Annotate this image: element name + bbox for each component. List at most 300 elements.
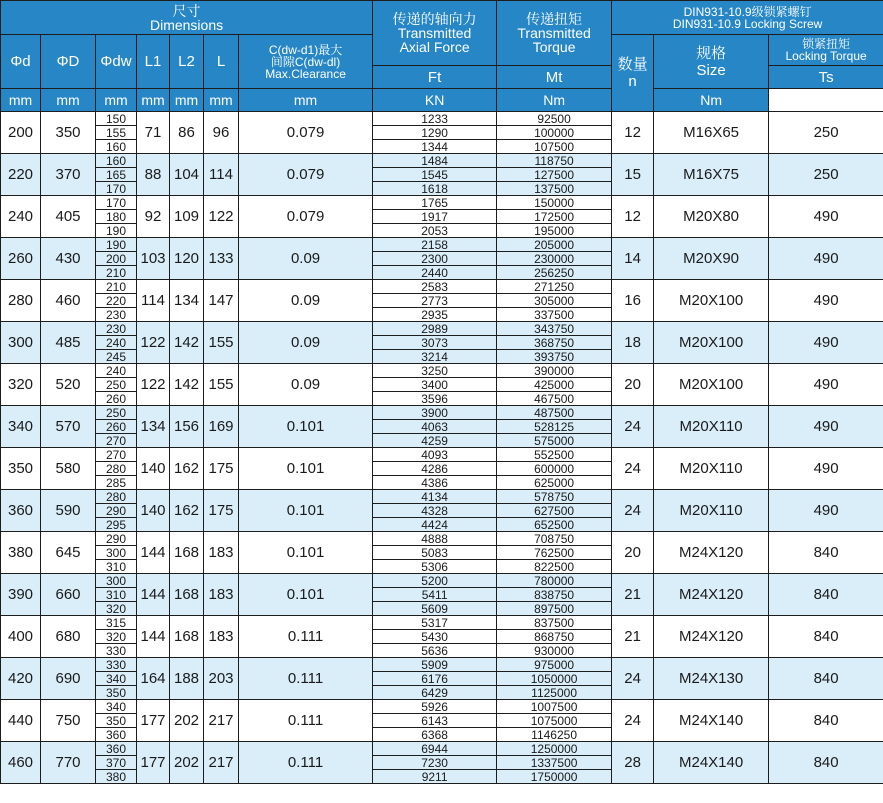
cell-D: 750 xyxy=(41,700,96,742)
cell-size: M24X130 xyxy=(654,658,769,700)
cell-mt xyxy=(497,532,612,574)
cell-L1: 144 xyxy=(137,532,170,574)
cell-ts: 490 xyxy=(769,490,883,532)
cell-ft-value: 5083 xyxy=(373,546,496,560)
cell-dw-value: 245 xyxy=(105,349,127,364)
col-L2-header: L2 xyxy=(170,35,204,89)
cell-size: M24X140 xyxy=(654,700,769,742)
cell-L: 133 xyxy=(204,238,239,280)
cell-dw xyxy=(96,742,137,784)
cell-L: 122 xyxy=(204,196,239,238)
unit-cell: Nm xyxy=(654,89,769,112)
cell-L1: 177 xyxy=(137,700,170,742)
cell-dw xyxy=(96,700,137,742)
cell-ts: 490 xyxy=(769,364,883,406)
cell-size: M24X140 xyxy=(654,742,769,784)
cell-qty: 15 xyxy=(612,154,654,196)
cell-d: 350 xyxy=(1,448,41,490)
cell-mt xyxy=(497,196,612,238)
units-row xyxy=(1,89,883,112)
cell-D: 680 xyxy=(41,616,96,658)
cell-ts: 490 xyxy=(769,406,883,448)
table-row xyxy=(1,364,883,406)
cell-mt-value: 205000 xyxy=(497,238,611,252)
cell-ts: 840 xyxy=(769,742,883,784)
cell-size: M16X65 xyxy=(654,112,769,154)
cell-L: 114 xyxy=(204,154,239,196)
cell-ft xyxy=(373,658,497,700)
cell-dw xyxy=(96,490,137,532)
cell-size: M20X100 xyxy=(654,280,769,322)
din-screw-header: DIN931-10.9级锁紧螺钉 DIN931-10.9 Locking Screw xyxy=(612,1,883,35)
cell-ft-value: 4286 xyxy=(373,462,496,476)
cell-mt xyxy=(497,574,612,616)
table-row xyxy=(1,490,883,532)
cell-dw-value: 330 xyxy=(105,643,127,658)
cell-ts: 840 xyxy=(769,658,883,700)
cell-ts: 490 xyxy=(769,448,883,490)
cell-d: 320 xyxy=(1,364,41,406)
cell-d: 460 xyxy=(1,742,41,784)
cell-L1: 144 xyxy=(137,574,170,616)
cell-dw xyxy=(96,448,137,490)
cell-ft-value: 2440 xyxy=(421,265,448,280)
table-row xyxy=(1,616,883,658)
cell-L2: 168 xyxy=(170,616,204,658)
cell-ts: 490 xyxy=(769,196,883,238)
cell-mt-value: 1146250 xyxy=(531,727,577,742)
cell-clearance: 0.111 xyxy=(239,700,373,742)
cell-mt-value: 1750000 xyxy=(530,769,578,784)
cell-mt-value: 708750 xyxy=(497,532,611,546)
table-body xyxy=(1,112,883,784)
cell-mt-value: 368750 xyxy=(497,336,611,350)
table-row xyxy=(1,742,883,784)
table-row xyxy=(1,532,883,574)
cell-mt-value: 627500 xyxy=(497,504,611,518)
cell-dw xyxy=(96,574,137,616)
cell-d: 300 xyxy=(1,322,41,364)
cell-ft-value: 3250 xyxy=(373,364,496,378)
cell-ft xyxy=(373,448,497,490)
cell-ft-value: 5926 xyxy=(373,700,496,714)
cell-dw-value: 270 xyxy=(105,433,127,448)
cell-dw-value: 220 xyxy=(96,294,136,308)
cell-size: M16X75 xyxy=(654,154,769,196)
cell-ft-value: 3400 xyxy=(373,378,496,392)
cell-ts: 490 xyxy=(769,280,883,322)
unit-cell: mm xyxy=(96,89,137,112)
cell-L: 96 xyxy=(204,112,239,154)
cell-mt-value: 172500 xyxy=(497,210,611,224)
cell-mt-value: 1050000 xyxy=(497,672,611,686)
cell-size: M24X120 xyxy=(654,532,769,574)
cell-ft-value: 5609 xyxy=(421,601,448,616)
col-L-header: L xyxy=(204,35,239,89)
cell-qty: 14 xyxy=(612,238,654,280)
cell-dw xyxy=(96,616,137,658)
cell-size: M20X100 xyxy=(654,364,769,406)
cell-D: 570 xyxy=(41,406,96,448)
table-row xyxy=(1,280,883,322)
cell-mt-value: 150000 xyxy=(497,196,611,210)
cell-dw-value: 260 xyxy=(105,391,127,406)
table-row xyxy=(1,406,883,448)
dimensions-header: 尺寸 Dimensions xyxy=(1,1,373,35)
cell-ts: 490 xyxy=(769,238,883,280)
cell-ft-value: 2158 xyxy=(373,238,496,252)
ft-header: Ft xyxy=(373,66,497,89)
cell-ft-value: 5306 xyxy=(421,559,448,574)
cell-ft-value: 1290 xyxy=(373,126,496,140)
cell-ft-value: 2935 xyxy=(421,307,448,322)
cell-mt-value: 578750 xyxy=(497,490,611,504)
cell-dw-value: 285 xyxy=(105,475,127,490)
cell-ft xyxy=(373,196,497,238)
cell-L: 183 xyxy=(204,616,239,658)
cell-size: M24X120 xyxy=(654,574,769,616)
cell-ft-value: 3073 xyxy=(373,336,496,350)
col-d-header: Φd xyxy=(1,35,41,89)
cell-mt-value: 868750 xyxy=(497,630,611,644)
cell-mt-value: 652500 xyxy=(534,517,575,532)
cell-mt xyxy=(497,406,612,448)
ts-header: Ts xyxy=(769,66,883,89)
cell-size: M20X110 xyxy=(654,406,769,448)
cell-dw-value: 350 xyxy=(105,685,127,700)
cell-d: 390 xyxy=(1,574,41,616)
cell-clearance: 0.079 xyxy=(239,154,373,196)
cell-clearance: 0.111 xyxy=(239,616,373,658)
cell-L1: 140 xyxy=(137,490,170,532)
cell-ft-value: 5411 xyxy=(373,588,496,602)
cell-qty: 12 xyxy=(612,112,654,154)
col-D-header: ΦD xyxy=(41,35,96,89)
cell-mt-value: 118750 xyxy=(497,154,611,168)
table-row xyxy=(1,154,883,196)
cell-dw xyxy=(96,406,137,448)
cell-ft-value: 3596 xyxy=(421,391,448,406)
cell-ft-value: 3900 xyxy=(373,406,496,420)
cell-clearance: 0.09 xyxy=(239,280,373,322)
axial-force-header: 传递的轴向力 Transmitted Axial Force xyxy=(373,1,497,66)
cell-mt-value: 487500 xyxy=(497,406,611,420)
cell-L: 147 xyxy=(204,280,239,322)
cell-clearance: 0.101 xyxy=(239,574,373,616)
cell-ft xyxy=(373,406,497,448)
cell-mt-value: 305000 xyxy=(497,294,611,308)
unit-cell: mm xyxy=(204,89,239,112)
cell-qty: 20 xyxy=(612,532,654,574)
cell-qty: 16 xyxy=(612,280,654,322)
cell-size: M20X110 xyxy=(654,490,769,532)
cell-dw-value: 210 xyxy=(105,265,127,280)
cell-D: 460 xyxy=(41,280,96,322)
cell-ft-value: 2583 xyxy=(373,280,496,294)
cell-dw xyxy=(96,238,137,280)
cell-L1: 88 xyxy=(137,154,170,196)
cell-mt xyxy=(497,238,612,280)
cell-L2: 120 xyxy=(170,238,204,280)
cell-L2: 168 xyxy=(170,574,204,616)
cell-ft-value: 2053 xyxy=(421,223,448,238)
cell-ft-value: 6143 xyxy=(373,714,496,728)
cell-dw-value: 280 xyxy=(96,462,136,476)
cell-qty: 24 xyxy=(612,448,654,490)
cell-d: 400 xyxy=(1,616,41,658)
cell-mt-value: 897500 xyxy=(534,601,575,616)
cell-clearance: 0.101 xyxy=(239,406,373,448)
cell-mt-value: 393750 xyxy=(534,349,575,364)
cell-ft xyxy=(373,364,497,406)
cell-L1: 114 xyxy=(137,280,170,322)
cell-L1: 92 xyxy=(137,196,170,238)
cell-ft-value: 1765 xyxy=(373,196,496,210)
cell-ft-value: 5909 xyxy=(373,658,496,672)
cell-mt-value: 390000 xyxy=(497,364,611,378)
locking-torque-header: 锁紧扭矩 Locking Torque xyxy=(769,35,883,66)
cell-clearance: 0.101 xyxy=(239,448,373,490)
cell-d: 200 xyxy=(1,112,41,154)
cell-L: 217 xyxy=(204,700,239,742)
cell-D: 645 xyxy=(41,532,96,574)
cell-L2: 142 xyxy=(170,364,204,406)
cell-d: 340 xyxy=(1,406,41,448)
unit-cell: mm xyxy=(170,89,204,112)
cell-L: 203 xyxy=(204,658,239,700)
cell-dw-value: 160 xyxy=(96,154,136,168)
table-row xyxy=(1,574,883,616)
cell-ft-value: 1344 xyxy=(421,139,448,154)
cell-mt-value: 528125 xyxy=(497,420,611,434)
cell-L2: 134 xyxy=(170,280,204,322)
cell-dw-value: 315 xyxy=(96,616,136,630)
cell-mt-value: 600000 xyxy=(497,462,611,476)
cell-ft xyxy=(373,322,497,364)
cell-D: 770 xyxy=(41,742,96,784)
cell-ft-value: 5430 xyxy=(373,630,496,644)
cell-D: 690 xyxy=(41,658,96,700)
cell-L2: 86 xyxy=(170,112,204,154)
cell-dw xyxy=(96,196,137,238)
cell-d: 440 xyxy=(1,700,41,742)
cell-dw-value: 360 xyxy=(96,742,136,756)
unit-cell: mm xyxy=(137,89,170,112)
cell-clearance: 0.09 xyxy=(239,238,373,280)
table-row xyxy=(1,700,883,742)
cell-L2: 162 xyxy=(170,490,204,532)
cell-dw-value: 260 xyxy=(96,420,136,434)
cell-ft xyxy=(373,700,497,742)
cell-mt-value: 762500 xyxy=(497,546,611,560)
cell-ft-value: 4063 xyxy=(373,420,496,434)
cell-L: 175 xyxy=(204,490,239,532)
cell-mt-value: 343750 xyxy=(497,322,611,336)
cell-d: 420 xyxy=(1,658,41,700)
cell-dw-value: 190 xyxy=(105,223,127,238)
cell-ft xyxy=(373,616,497,658)
table-row xyxy=(1,322,883,364)
cell-ft-value: 6176 xyxy=(373,672,496,686)
cell-ft-value: 2773 xyxy=(373,294,496,308)
cell-mt-value: 837500 xyxy=(497,616,611,630)
cell-mt-value: 467500 xyxy=(534,391,575,406)
cell-ft-value: 6429 xyxy=(421,685,448,700)
cell-dw-value: 230 xyxy=(105,307,127,322)
cell-qty: 21 xyxy=(612,574,654,616)
cell-ft-value: 2300 xyxy=(373,252,496,266)
cell-dw-value: 280 xyxy=(96,490,136,504)
cell-ft-value: 6944 xyxy=(373,742,496,756)
table-row xyxy=(1,112,883,154)
cell-L1: 122 xyxy=(137,322,170,364)
cell-dw-value: 290 xyxy=(96,532,136,546)
cell-mt xyxy=(497,364,612,406)
qty-header: 数量 n xyxy=(612,35,654,112)
cell-ts: 490 xyxy=(769,322,883,364)
cell-mt-value: 127500 xyxy=(497,168,611,182)
cell-mt-value: 337500 xyxy=(534,307,575,322)
cell-L1: 122 xyxy=(137,364,170,406)
cell-L2: 162 xyxy=(170,448,204,490)
cell-dw-value: 200 xyxy=(96,252,136,266)
cell-L2: 168 xyxy=(170,532,204,574)
cell-dw-value: 330 xyxy=(96,658,136,672)
cell-mt-value: 575000 xyxy=(534,433,575,448)
cell-clearance: 0.09 xyxy=(239,364,373,406)
cell-dw-value: 240 xyxy=(96,364,136,378)
cell-ts: 840 xyxy=(769,574,883,616)
cell-dw xyxy=(96,280,137,322)
cell-L2: 188 xyxy=(170,658,204,700)
cell-dw-value: 370 xyxy=(96,756,136,770)
cell-dw-value: 170 xyxy=(105,181,127,196)
cell-ft-value: 4259 xyxy=(421,433,448,448)
cell-ft xyxy=(373,112,497,154)
cell-d: 260 xyxy=(1,238,41,280)
cell-L2: 109 xyxy=(170,196,204,238)
cell-ts: 250 xyxy=(769,154,883,196)
cell-ft-value: 4328 xyxy=(373,504,496,518)
cell-clearance: 0.111 xyxy=(239,658,373,700)
cell-mt-value: 1250000 xyxy=(497,742,611,756)
cell-dw-value: 230 xyxy=(96,322,136,336)
cell-ft xyxy=(373,742,497,784)
col-L1-header: L1 xyxy=(137,35,170,89)
cell-mt-value: 822500 xyxy=(534,559,575,574)
cell-ft-value: 1233 xyxy=(373,112,496,126)
cell-L: 155 xyxy=(204,364,239,406)
cell-dw-value: 310 xyxy=(105,559,127,574)
cell-dw-value: 320 xyxy=(96,630,136,644)
cell-mt xyxy=(497,280,612,322)
cell-ft-value: 4386 xyxy=(421,475,448,490)
cell-L2: 156 xyxy=(170,406,204,448)
cell-L: 183 xyxy=(204,532,239,574)
size-header: 规格 Size xyxy=(654,35,769,89)
cell-L2: 104 xyxy=(170,154,204,196)
cell-mt-value: 1125000 xyxy=(531,685,577,700)
cell-qty: 20 xyxy=(612,364,654,406)
cell-dw-value: 210 xyxy=(96,280,136,294)
cell-mt-value: 552500 xyxy=(497,448,611,462)
cell-dw xyxy=(96,532,137,574)
cell-clearance: 0.101 xyxy=(239,490,373,532)
cell-L1: 177 xyxy=(137,742,170,784)
cell-dw-value: 300 xyxy=(96,546,136,560)
table-row xyxy=(1,238,883,280)
cell-dw-value: 320 xyxy=(105,601,127,616)
cell-L: 155 xyxy=(204,322,239,364)
cell-mt-value: 975000 xyxy=(497,658,611,672)
cell-ts: 840 xyxy=(769,616,883,658)
unit-cell: mm xyxy=(239,89,373,112)
cell-L1: 103 xyxy=(137,238,170,280)
cell-mt-value: 230000 xyxy=(497,252,611,266)
cell-dw xyxy=(96,364,137,406)
cell-L: 183 xyxy=(204,574,239,616)
cell-ft-value: 1618 xyxy=(421,181,448,196)
cell-mt-value: 930000 xyxy=(534,643,575,658)
cell-D: 430 xyxy=(41,238,96,280)
cell-mt-value: 780000 xyxy=(497,574,611,588)
cell-dw-value: 300 xyxy=(96,574,136,588)
cell-dw-value: 350 xyxy=(96,714,136,728)
cell-ft-value: 4888 xyxy=(373,532,496,546)
cell-qty: 21 xyxy=(612,616,654,658)
cell-ft-value: 5317 xyxy=(373,616,496,630)
cell-ft-value: 7230 xyxy=(373,756,496,770)
cell-mt xyxy=(497,322,612,364)
cell-clearance: 0.079 xyxy=(239,196,373,238)
cell-D: 350 xyxy=(41,112,96,154)
cell-mt-value: 838750 xyxy=(497,588,611,602)
cell-ts: 250 xyxy=(769,112,883,154)
cell-D: 660 xyxy=(41,574,96,616)
cell-qty: 24 xyxy=(612,406,654,448)
cell-ts: 840 xyxy=(769,700,883,742)
cell-ft-value: 4134 xyxy=(373,490,496,504)
cell-D: 580 xyxy=(41,448,96,490)
cell-ft-value: 9211 xyxy=(421,769,448,784)
cell-mt xyxy=(497,490,612,532)
cell-dw-value: 250 xyxy=(96,378,136,392)
cell-qty: 18 xyxy=(612,322,654,364)
cell-L1: 134 xyxy=(137,406,170,448)
cell-L2: 202 xyxy=(170,742,204,784)
cell-dw-value: 295 xyxy=(105,517,127,532)
cell-ft-value: 5200 xyxy=(373,574,496,588)
cell-mt-value: 1075000 xyxy=(497,714,611,728)
cell-d: 280 xyxy=(1,280,41,322)
cell-L: 169 xyxy=(204,406,239,448)
cell-ft-value: 4093 xyxy=(373,448,496,462)
unit-cell: KN xyxy=(373,89,497,112)
cell-size: M20X90 xyxy=(654,238,769,280)
torque-header: 传递扭矩 Transmitted Torque xyxy=(497,1,612,66)
cell-mt xyxy=(497,112,612,154)
cell-dw-value: 150 xyxy=(96,112,136,126)
cell-mt-value: 425000 xyxy=(497,378,611,392)
cell-D: 370 xyxy=(41,154,96,196)
cell-d: 240 xyxy=(1,196,41,238)
cell-dw-value: 310 xyxy=(96,588,136,602)
cell-L: 175 xyxy=(204,448,239,490)
cell-ft-value: 6368 xyxy=(421,727,448,742)
cell-ft-value: 1484 xyxy=(373,154,496,168)
cell-mt xyxy=(497,448,612,490)
cell-L1: 164 xyxy=(137,658,170,700)
